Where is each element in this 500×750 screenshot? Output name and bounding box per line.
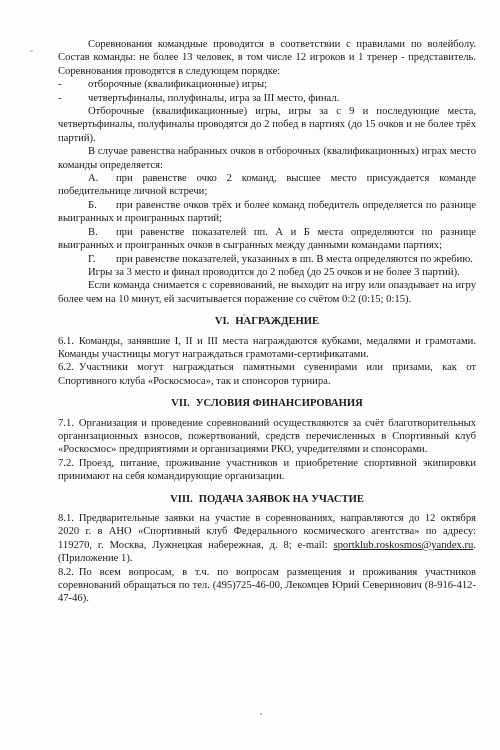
section-heading-applications xyxy=(58,493,476,506)
bullet-marker: - xyxy=(58,79,62,91)
scan-speck xyxy=(30,50,33,52)
bullet-marker: - xyxy=(58,92,62,104)
clause-paragraph xyxy=(58,361,476,388)
section-financing xyxy=(58,417,476,484)
bullet-item xyxy=(58,78,476,91)
tie-rule-item xyxy=(58,172,476,199)
item-text: при равенстве очков трёх и более команд победитель определяется по разнице выигранных и проигранных партий; xyxy=(58,199,476,225)
clause-text: Предварительные заявки на участие в соревнованиях, направляются до 12 октября 2020 г. в АНО «Спортивный клуб Федерального космического агентства» по адресу: 119270, г. Москва, Лужнецкая набережная, д. 8; e-mail: xyxy=(58,513,476,551)
email-link[interactable]: sportklub.roskosmos@yandex.ru xyxy=(333,539,474,551)
rules-paragraph: Соревнования командные проводятся в соответствии с правилами по волейболу. Состав команды: не более 13 человек, в том числе 12 игроков и 1 тренер - представитель. Соревнования проводятся в следующем порядке: xyxy=(58,39,476,77)
document-body xyxy=(58,38,476,606)
clause-paragraph xyxy=(58,335,476,362)
section-awards xyxy=(58,335,476,389)
clause-tail: . (Приложение 1). xyxy=(58,539,476,565)
clause-paragraph xyxy=(58,457,476,484)
section-title: НАГРАЖДЕНИЕ xyxy=(235,316,320,328)
clause-text: По всем вопросам, в т.ч. по вопросам размещения и проживания участников соревнований обращаться по тел. (495)725-46-00, Лекомцев Юрий Северинович (8-916-412-47-46). xyxy=(58,566,476,605)
tie-rule-paragraph: В случае равенства набранных очков в отборочных (квалификационных) играх место команды определяется: xyxy=(58,146,476,171)
item-label: Г. xyxy=(88,253,96,265)
item-label: В. xyxy=(88,226,98,238)
item-label: А. xyxy=(88,173,99,185)
item-label: Б. xyxy=(88,199,97,211)
final-games-paragraph: Игры за 3 место и финал проводится до 2 побед (до 25 очков и не более 3 партий). xyxy=(88,266,460,278)
section-number: VII. xyxy=(171,398,190,410)
section-title: УСЛОВИЯ ФИНАНСИРОВАНИЯ xyxy=(195,398,363,410)
clause-text: Команды, занявшие I, II и III места награждаются кубками, медалями и грамотами. Команды участницы могут награждаться грамотами-сертификатами. xyxy=(58,335,476,360)
section-heading-awards xyxy=(58,315,476,328)
forfeit-paragraph: Если команда снимается с соревнований, не выходит на игру или опаздывает на игру более чем на 10 минут, ей засчитывается поражение со счётом 0:2 (0:15; 0:15). xyxy=(58,280,476,305)
item-text: при равенстве очко 2 команд, высшее место присуждается команде победительнице личной встречи; xyxy=(58,173,476,198)
tie-rule-item xyxy=(58,226,476,253)
clause-number: 8.2. xyxy=(58,566,74,578)
clause-paragraph xyxy=(58,566,476,606)
bullet-text: четвертьфиналы, полуфиналы, игра за III место, финал. xyxy=(88,92,340,104)
scan-speck xyxy=(260,713,262,715)
clause-paragraph xyxy=(58,512,476,566)
item-text: при равенстве показателей пп. А и Б места определяются по разнице выигранных и проигранных очков в сыгранных между данными командами партиях; xyxy=(58,226,476,252)
section-title: ПОДАЧА ЗАЯВОК НА УЧАСТИЕ xyxy=(198,493,364,505)
section-number: VIII. xyxy=(170,493,193,505)
clause-text: Участники могут награждаться памятными сувенирами или призами, как от Спортивного клуба «Роскосмоса», так и спонсоров турнира. xyxy=(58,362,476,387)
section-number: VI. xyxy=(214,316,230,328)
clause-text: Организация и проведение соревнований осуществляются за счёт благотворительных организационных взносов, пожертвований, средств перечисленных в Спортивный клуб «Роскосмос» предприятиями и организациями РКО, учредителями и спонсорами. xyxy=(58,417,476,456)
clause-number: 8.1. xyxy=(58,513,74,524)
clause-number: 6.1. xyxy=(58,335,74,347)
clause-number: 7.2. xyxy=(58,457,74,469)
section-heading-financing xyxy=(58,397,476,410)
tie-rule-item xyxy=(58,199,476,226)
qualification-paragraph: Отборочные (квалификационные) игры, игры за с 9 и последующие места, четвертьфиналы, полуфиналы проводятся до 2 побед в партиях (до 15 очков и не более трёх партий). xyxy=(58,106,476,144)
item-text: при равенстве показателей, указанных в пп. В места определяются по жребию. xyxy=(116,253,473,265)
clause-number: 6.2. xyxy=(58,362,74,374)
tie-rule-item xyxy=(58,253,476,266)
clause-text: Проезд, питание, проживание участников и приобретение спортивной экипировки принимают на себя командирующие организации. xyxy=(58,457,476,483)
clause-number: 7.1. xyxy=(58,417,74,429)
bullet-item xyxy=(58,92,476,105)
bullet-text: отборочные (квалификационные) игры; xyxy=(88,79,268,91)
section-applications xyxy=(58,512,476,606)
clause-paragraph xyxy=(58,417,476,457)
